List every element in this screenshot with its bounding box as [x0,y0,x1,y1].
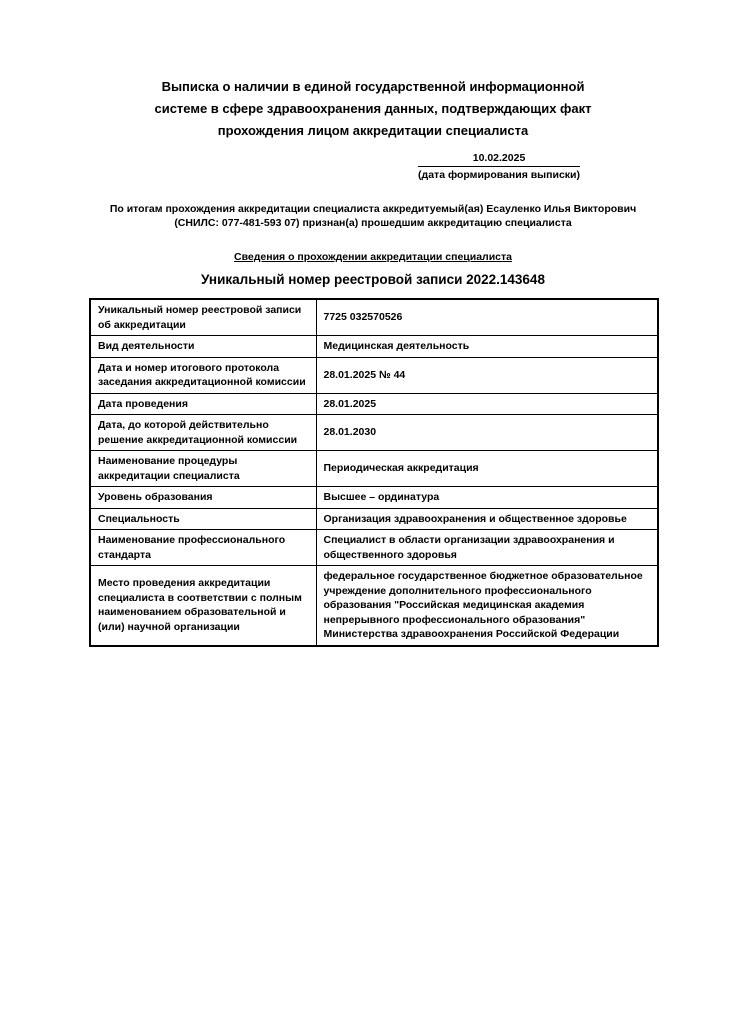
row-value: 28.01.2025 № 44 [316,357,658,393]
intro-paragraph: По итогам прохождения аккредитации специалиста аккредитуемый(ая) Есауленко Илья Викторович (СНИЛС: 077-481-593 07) признан(а) прошедшим аккредитацию специалиста [109,203,637,229]
accreditation-table [89,298,659,647]
accreditation-table-body [90,299,658,646]
row-value: 28.01.2030 [316,415,658,451]
row-label: Дата и номер итогового протокола заседания аккредитационной комиссии [90,357,316,393]
table-row [90,487,658,509]
table-row [90,530,658,566]
row-label: Уникальный номер реестровой записи об аккредитации [90,299,316,336]
row-value: Специалист в области организации здравоохранения и общественного здоровья [316,530,658,566]
row-label: Дата проведения [90,393,316,415]
row-value: Медицинская деятельность [316,336,658,358]
document-title [89,76,657,142]
table-row [90,415,658,451]
section-heading: Сведения о прохождении аккредитации специалиста [234,251,512,263]
row-value: 7725 032570526 [316,299,658,336]
row-value: Периодическая аккредитация [316,451,658,487]
document-title-line: системе в сфере здравоохранения данных, подтверждающих факт [154,101,592,116]
table-row [90,393,658,415]
table-row [90,357,658,393]
row-label: Место проведения аккредитации специалиста в соответствии с полным наименованием образовательной и (или) научной организации [90,566,316,646]
row-label: Специальность [90,508,316,530]
row-value: 28.01.2025 [316,393,658,415]
extract-date-caption: (дата формирования выписки) [418,169,580,181]
row-value: федеральное государственное бюджетное образовательное учреждение дополнительного профессионального образования "Российская медицинская академия непрерывного профессионального образования" Министерства здравоохранения Российской Федерации [316,566,658,646]
row-label: Уровень образования [90,487,316,509]
table-row [90,566,658,646]
table-row [90,508,658,530]
date-row [89,152,657,181]
row-label: Наименование процедуры аккредитации специалиста [90,451,316,487]
document-title-line: Выписка о наличии в единой государственной информационной [161,79,585,94]
record-number-heading: Уникальный номер реестровой записи 2022.143648 [201,272,545,287]
row-label: Дата, до которой действительно решение аккредитационной комиссии [90,415,316,451]
date-block [418,152,580,181]
row-value: Организация здравоохранения и общественное здоровье [316,508,658,530]
extract-date: 10.02.2025 [418,152,580,167]
row-value: Высшее – ординатура [316,487,658,509]
table-row [90,451,658,487]
table-row [90,336,658,358]
table-row [90,299,658,336]
document-title-line: прохождения лицом аккредитации специалиста [217,123,529,138]
row-label: Вид деятельности [90,336,316,358]
row-label: Наименование профессионального стандарта [90,530,316,566]
